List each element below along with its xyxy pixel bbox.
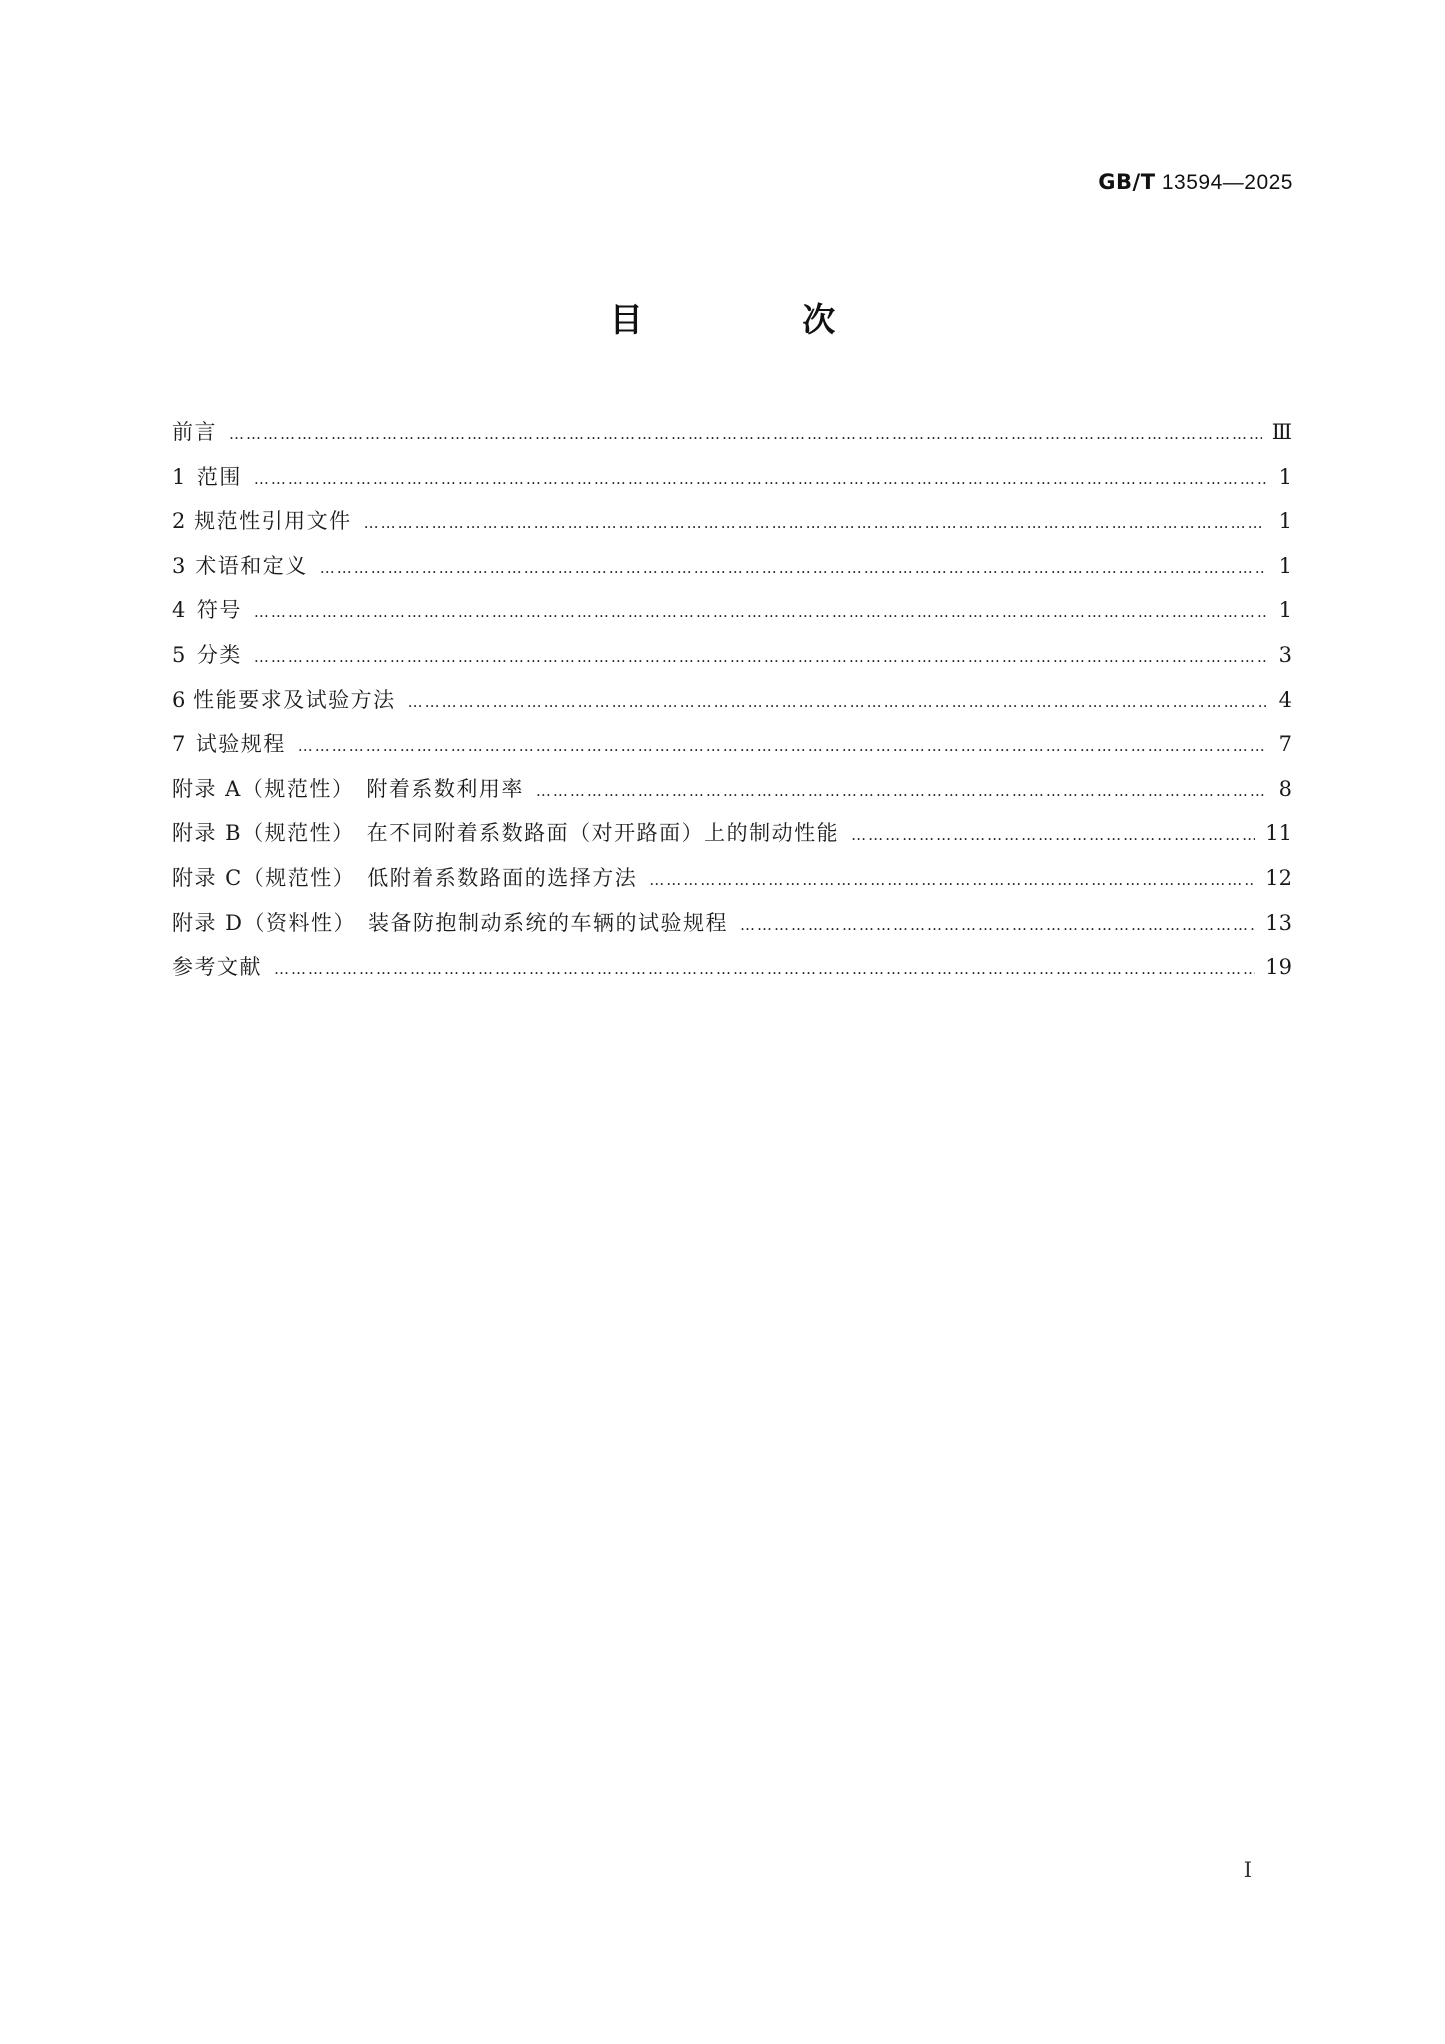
toc-entry-page: 19 — [1265, 955, 1292, 980]
toc-entry-number: 6 — [172, 687, 186, 712]
toc-entry-title: 附录 C（规范性） 低附着系数路面的选择方法 — [172, 865, 638, 890]
toc-entry-performance-requirements[interactable] — [172, 678, 1292, 723]
toc-entry-title: 附录 B（规范性） 在不同附着系数路面（对开路面）上的制动性能 — [172, 821, 840, 846]
toc-entry-normative-references[interactable] — [172, 499, 1292, 544]
toc-entry-number: 7 — [172, 732, 186, 757]
toc-entry-page: 3 — [1278, 642, 1292, 667]
toc-entry-title: 术语和定义 — [195, 553, 308, 578]
toc-entry-title: 范围 — [196, 464, 242, 489]
toc-entry-number: 4 — [172, 598, 186, 623]
toc-entry-test-procedure[interactable] — [172, 722, 1292, 767]
toc-dot-leader — [254, 457, 1266, 502]
toc-entry-page: 13 — [1265, 910, 1292, 935]
toc-entry-number: 1 — [172, 464, 186, 489]
toc-entry-annex-b[interactable] — [172, 811, 1292, 856]
toc-entry-bibliography[interactable] — [172, 945, 1292, 990]
toc-entry-page: 11 — [1265, 821, 1292, 846]
toc-dot-leader — [408, 680, 1266, 725]
toc-entry-page: 1 — [1278, 553, 1292, 578]
toc-entry-page: 1 — [1278, 509, 1292, 534]
toc-dot-leader — [274, 947, 1255, 992]
toc-entry-annex-c[interactable] — [172, 856, 1292, 901]
toc-entry-title: 附录 A（规范性） 附着系数利用率 — [172, 776, 524, 801]
toc-dot-leader — [649, 858, 1255, 903]
table-of-contents — [172, 410, 1292, 990]
toc-entry-page: 1 — [1278, 598, 1292, 623]
toc-entry-page: 4 — [1278, 687, 1292, 712]
toc-entry-number: 2 — [172, 509, 186, 534]
document-code-prefix: GB/T — [1098, 170, 1156, 194]
toc-dot-leader — [740, 903, 1255, 948]
toc-entry-title: 参考文献 — [172, 955, 262, 980]
toc-entry-title: 试验规程 — [195, 732, 286, 757]
toc-entry-title: 符号 — [196, 598, 242, 623]
toc-dot-leader — [298, 724, 1266, 769]
toc-entry-annex-a[interactable] — [172, 767, 1292, 812]
toc-dot-leader — [364, 501, 1266, 546]
toc-entry-scope[interactable] — [172, 455, 1292, 500]
document-code-number: 13594—2025 — [1161, 171, 1293, 194]
toc-entry-title: 前言 — [172, 420, 217, 444]
toc-dot-leader — [254, 635, 1266, 680]
toc-entry-page: 8 — [1278, 776, 1292, 801]
toc-entry-number: 3 — [172, 553, 186, 578]
toc-entry-page: 7 — [1278, 732, 1292, 757]
toc-entry-title: 分类 — [196, 642, 242, 667]
toc-entry-symbols[interactable] — [172, 588, 1292, 633]
page-number: Ⅰ — [1243, 1858, 1252, 1882]
toc-entry-annex-d[interactable] — [172, 901, 1292, 946]
toc-entry-page: 12 — [1265, 865, 1292, 890]
toc-dot-leader — [254, 590, 1266, 635]
toc-entry-foreword[interactable] — [172, 410, 1292, 455]
document-code — [1098, 170, 1293, 195]
toc-entry-title: 规范性引用文件 — [194, 509, 352, 534]
toc-dot-leader — [229, 412, 1262, 457]
toc-entry-page: Ⅲ — [1271, 420, 1292, 444]
toc-entry-page: 1 — [1278, 464, 1292, 489]
toc-entry-title: 性能要求及试验方法 — [193, 687, 396, 712]
toc-entry-title: 附录 D（资料性） 装备防抱制动系统的车辆的试验规程 — [172, 910, 729, 935]
toc-entry-terms-definitions[interactable] — [172, 544, 1292, 589]
toc-dot-leader — [320, 546, 1266, 591]
toc-entry-number: 5 — [172, 642, 186, 667]
toc-dot-leader — [536, 769, 1266, 814]
toc-entry-classification[interactable] — [172, 633, 1292, 678]
page-title: 目 次 — [609, 300, 910, 339]
toc-dot-leader — [851, 813, 1255, 858]
